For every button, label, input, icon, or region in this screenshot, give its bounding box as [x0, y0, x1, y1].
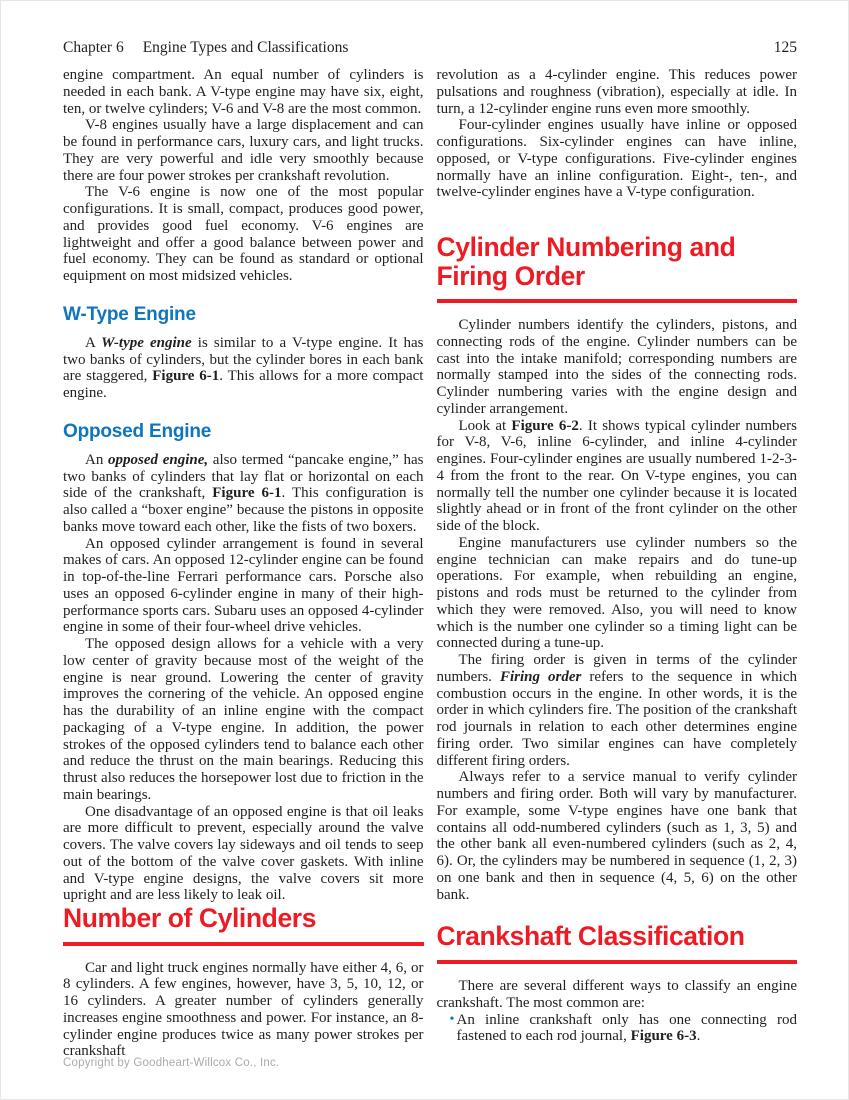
section-number-of-cylinders — [63, 904, 424, 1060]
bullet-icon: • — [449, 1011, 455, 1027]
column-left — [63, 67, 424, 1060]
paragraph: Look at Figure 6-2. It shows typical cylinder numbers for V-8, V-6, inline 6-cylinder, and inline 4-cylinder engines. Four-cylinder engines are usually numbered 1-2-3-4 from the front to the rear. On V-type engines, you can normally tell the number one cylinder because it is located slightly ahead or in front of the front cylinder on the other side of the block. — [436, 417, 797, 535]
paragraph: A W-type engine is similar to a V-type engine. It has two banks of cylinders, but the cylinder bores in each bank are staggered, Figure 6-1. This allows for a more compact engine. — [63, 334, 424, 401]
paragraph: The opposed design allows for a vehicle with a very low center of gravity because most of the weight of the engine is near ground. Lowering the center of gravity improves the cornering of the vehicle. An opposed engine has the durability of an inline engine with the compact packaging of a V-type engine. In addition, the power strokes of the opposed cylinders tend to balance each other and reduce the thrust on the main bearings. Reducing this thrust also reduces the horsepower lost due to friction in the main bearings. — [63, 636, 424, 803]
paragraph: Cylinder numbers identify the cylinders, pistons, and connecting rods of the engine. Cylinder numbers can be cast into the intake manifold; corresponding numbers are normally stamped into the sides of the connecting rods. Cylinder numbering varies with the engine design and cylinder arrangement. — [436, 317, 797, 417]
bullet-text: An inline crankshaft only has one connecting rod fastened to each rod journal, Figure 6-3. — [456, 1011, 797, 1045]
subsection-heading-opposed-engine: Opposed Engine — [63, 420, 212, 442]
paragraph: Car and light truck engines normally have either 4, 6, or 8 cylinders. A few engines, however, have 3, 5, 10, 12, or 16 cylinders. A greater number of cylinders generally increases engine smoothness and power. For instance, an 8-cylinder engine produces twice as many power strokes per crankshaft — [63, 959, 424, 1060]
paragraph: One disadvantage of an opposed engine is that oil leaks are more difficult to prevent, especially around the valve covers. The valve covers lay sideways and oil tends to seep out of the bottom of the valve cover gaskets. With inline and V-type engine designs, the valve covers sit more upright and are less likely to leak oil. — [63, 803, 424, 904]
bullet-item — [437, 1012, 798, 1046]
paragraph: An opposed engine, also termed “pancake engine,” has two banks of cylinders that lay flat or horizontal on each side of the crankshaft, Figure 6-1. This configuration is also called a “boxer engine” because the pistons in opposite banks move toward each other, like the fists of two boxers. — [63, 451, 424, 535]
chapter-title: Engine Types and Classifications — [142, 39, 349, 56]
paragraph: The V-6 engine is now one of the most popular configurations. It is small, compact, produces good power, and provides good fuel economy. V-6 engines are lightweight and offer a good balance between power and fuel economy. They can be found as standard or optional equipment on most midsized vehicles. — [63, 184, 424, 284]
paragraph: V-8 engines usually have a large displacement and can be found in performance cars, luxury cars, and light trucks. They are very powerful and idle very smoothly because there are four power strokes per crankshaft revolution. — [63, 117, 424, 184]
section-heading-number-of-cylinders: Number of Cylinders — [63, 904, 424, 946]
running-head — [63, 39, 348, 57]
paragraph: revolution as a 4-cylinder engine. This reduces power pulsations and roughness (vibration), especially at idle. In turn, a 12-cylinder engine runs even more smoothly. — [436, 67, 797, 117]
paragraph: An opposed cylinder arrangement is found in several makes of cars. An opposed 12-cylinder engine can be found in top-of-the-line Ferrari performance cars. Porsche also uses an opposed 6-cylinder engine in many of their high-performance sports cars. Subaru uses an opposed 4-cylinder engine in some of their four-wheel drive vehicles. — [63, 535, 424, 636]
paragraph: The firing order is given in terms of the cylinder numbers. Firing order refers to the sequence in which combustion occurs in the engine. In other words, it is the order in which cylinders fire. The position of the crankshaft rod journals in relation to each other determines engine firing order. Two similar engines can have completely different firing orders. — [436, 652, 797, 769]
page-number: 125 — [773, 39, 797, 56]
page-header — [63, 39, 797, 57]
paragraph: Engine manufacturers use cylinder numbers so the engine technician can make repairs and do tune-up operations. For example, when rebuilding an engine, pistons and rods must be returned to the cylinder from which they were removed. Also, you will need to know which is the number one cylinder so a timing light can be connected during a tune-up. — [436, 534, 797, 652]
section-heading-cylinder-numbering: Cylinder Numbering and Firing Order — [437, 233, 798, 303]
section-heading-crankshaft-classification: Crankshaft Classification — [437, 922, 798, 964]
paragraph: Always refer to a service manual to verify cylinder numbers and firing order. Both will vary by manufacturer. For example, some V-type engines have one bank that contains all odd-numbered cylinders (such as 1, 3, 5) and the other bank all even-numbered cylinders (such as 2, 4, 6). Or, the cylinders may be numbered in sequence (1, 2, 3) on one bank and then in sequence (4, 5, 6) on the other bank. — [436, 769, 797, 903]
paragraph: Four-cylinder engines usually have inline or opposed configurations. Six-cylinder engines can have inline, opposed, or V-type configurations. Five-cylinder engines normally have an inline configuration. Eight-, ten-, and twelve-cylinder engines have a V-type configuration. — [436, 117, 797, 201]
paragraph: There are several different ways to classify an engine crankshaft. The most common are: — [436, 978, 797, 1011]
chapter-label: Chapter 6 — [63, 39, 124, 56]
footer-copyright: Copyright by Goodheart-Willcox Co., Inc. — [63, 1057, 280, 1069]
paragraph: engine compartment. An equal number of cylinders is needed in each bank. A V-type engine may have six, eight, ten, or twelve cylinders; V-6 and V-8 are the most common. — [63, 67, 424, 117]
column-right — [437, 67, 798, 1045]
subsection-heading-w-type-engine: W-Type Engine — [63, 303, 196, 325]
section-crankshaft-classification — [437, 922, 798, 1045]
two-column-layout — [63, 67, 797, 1060]
